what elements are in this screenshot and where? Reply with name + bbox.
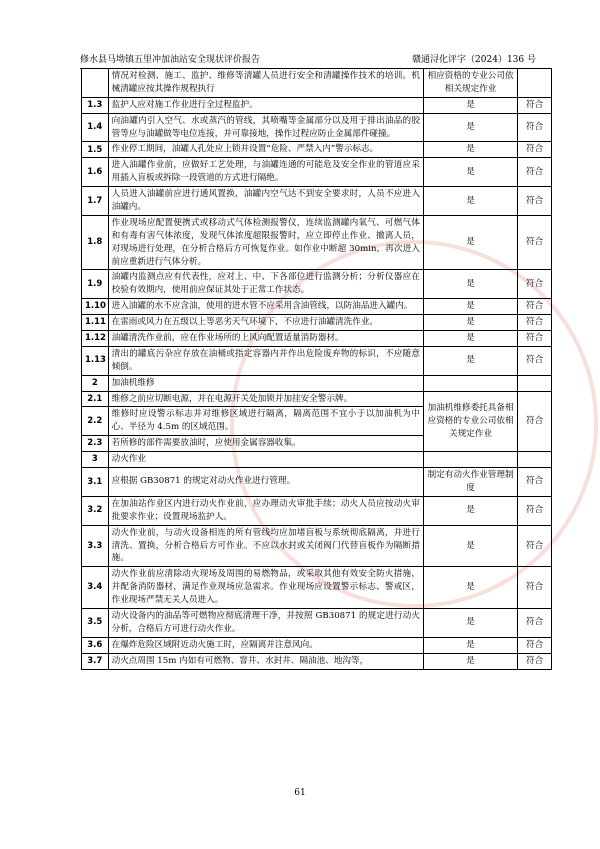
item-content: 向油罐内引入空气、水或蒸汽的管线，其喷嘴等金属部分以及用于排出油品的胶管等应与油罐做等电位连接，并可靠接地，操作过程应防止金属部件碰撞。 xyxy=(108,113,423,142)
check-result: 符合 xyxy=(518,215,552,270)
item-content: 在雷雨或风力在五级以上等恶劣天气环境下，不应进行油罐清洗作业。 xyxy=(108,315,423,331)
item-content: 动火作业前应清除动火现场及周围的易燃物品，或采取其他有效安全防火措施，并配备消防器材，满足作业现场应急需求。作业现场应设置警示标志、警戒区，作业现场严禁无关人员进入。 xyxy=(108,567,423,609)
item-content: 作业现场应配置便携式或移动式气体检测报警仪，连续监测罐内氧气、可燃气体和有毒有害气体浓度，发现气体浓度超限报警时，应立即停止作业、撤离人员，对现场进行处理，在分析合格后方可恢复作业。如作业中断超 30min，再次进入前应重新进行气体分析。 xyxy=(108,215,423,270)
page-header xyxy=(80,52,536,69)
table-row xyxy=(82,346,552,375)
table-row xyxy=(82,270,552,299)
item-content: 动火作业前，与动火设备相连的所有管线均应加堵盲板与系统彻底隔离，并进行清洗、置换，分析合格后方可作业。不应以水封或关闭阀门代替盲板作为隔断措施。 xyxy=(108,525,423,567)
check-method: 是 xyxy=(423,158,517,187)
check-result: 符合 xyxy=(518,637,552,653)
item-number: 2.2 xyxy=(82,407,109,436)
check-result: 符合 xyxy=(518,468,552,497)
table-row xyxy=(82,567,552,609)
check-result: 符合 xyxy=(518,187,552,216)
header-report-number: 赣通浔化评字（2024）136 号 xyxy=(412,55,536,65)
item-number: 1.3 xyxy=(82,97,109,113)
item-number: 2 xyxy=(82,375,109,391)
check-result: 符合 xyxy=(518,331,552,347)
check-method: 是 xyxy=(423,653,517,669)
check-method: 是 xyxy=(423,315,517,331)
table-row xyxy=(82,158,552,187)
item-content: 监护人应对施工作业进行全过程监护。 xyxy=(108,97,423,113)
check-result: 符合 xyxy=(518,299,552,315)
check-result: 符合 xyxy=(518,391,552,452)
item-content: 在加油站作业区内进行动火作业前，应办理动火审批手续；动火人员应按动火审批要求作业；设置现场监护人。 xyxy=(108,496,423,525)
item-content: 若所修的部件需要放油时，应使用金属容器收集。 xyxy=(108,436,423,452)
check-method: 相应资格的专业公司依相关规定作业 xyxy=(423,69,517,98)
item-number: 1.11 xyxy=(82,315,109,331)
item-number: 3.4 xyxy=(82,567,109,609)
check-method: 制定有动火作业管理制度 xyxy=(423,468,517,497)
table-row xyxy=(82,113,552,142)
check-method: 加油机维修委托具备相应资格的专业公司依相关规定作业 xyxy=(423,391,517,452)
check-method: 是 xyxy=(423,97,517,113)
item-content: 清出的罐底污杂应存放在油桶或指定容器内并作出危险废弃物的标识，不应随意倾倒。 xyxy=(108,346,423,375)
table-row xyxy=(82,142,552,158)
item-content: 动火点周围 15m 内如有可燃物、窨井、水封井、隔油池、地沟等， xyxy=(108,653,423,669)
item-number: 1.13 xyxy=(82,346,109,375)
item-number: 1.4 xyxy=(82,113,109,142)
item-number: 1.8 xyxy=(82,215,109,270)
check-result: 符合 xyxy=(518,142,552,158)
table-row xyxy=(82,653,552,669)
item-number: 3 xyxy=(82,452,109,468)
check-method: 是 xyxy=(423,525,517,567)
check-method: 是 xyxy=(423,142,517,158)
item-content: 在爆炸危险区域附近动火施工时，应隔离并注意风向。 xyxy=(108,637,423,653)
check-result: 符合 xyxy=(518,653,552,669)
item-number: 1.9 xyxy=(82,270,109,299)
table-row xyxy=(82,391,552,407)
item-number: 3.3 xyxy=(82,525,109,567)
check-method: 是 xyxy=(423,637,517,653)
table-row xyxy=(82,468,552,497)
check-method: 是 xyxy=(423,270,517,299)
check-result: 符合 xyxy=(518,496,552,525)
check-method: 是 xyxy=(423,215,517,270)
item-number: 2.3 xyxy=(82,436,109,452)
check-method: 是 xyxy=(423,299,517,315)
item-content: 作业停工期间，油罐人孔处应上锁并设置“危险、严禁入内”警示标志。 xyxy=(108,142,423,158)
item-number: 1.12 xyxy=(82,331,109,347)
item-number: 3.6 xyxy=(82,637,109,653)
check-result: 符合 xyxy=(518,270,552,299)
check-result: 符合 xyxy=(518,608,552,637)
table-row xyxy=(82,525,552,567)
item-content: 人员进入油罐前应进行通风置换，油罐内空气达不到安全要求时，人员不应进入油罐内。 xyxy=(108,187,423,216)
header-report-title: 修水县马坳镇五里冲加油站安全现状评价报告 xyxy=(80,55,261,65)
table-row xyxy=(82,331,552,347)
inspection-table xyxy=(81,68,552,670)
check-result: 符合 xyxy=(518,525,552,567)
item-content: 加油机维修 xyxy=(108,375,423,391)
item-number: 3.7 xyxy=(82,653,109,669)
item-number: 3.1 xyxy=(82,468,109,497)
table-row xyxy=(82,315,552,331)
check-method: 是 xyxy=(423,496,517,525)
check-method: 是 xyxy=(423,331,517,347)
check-method xyxy=(423,375,517,391)
item-number: 1.7 xyxy=(82,187,109,216)
item-content: 油罐内监测点应有代表性，应对上、中、下各部位进行监测分析；分析仪器应在校验有效期内，使用前应保证其处于正常工作状态。 xyxy=(108,270,423,299)
check-result: 符合 xyxy=(518,315,552,331)
item-content: 动火设备内的油品等可燃物应彻底清理干净，并按照 GB30871 的规定进行动火分析，合格后方可进行动火作业。 xyxy=(108,608,423,637)
check-method: 是 xyxy=(423,113,517,142)
item-content: 应根据 GB30871 的规定对动火作业进行管理。 xyxy=(108,468,423,497)
table-row xyxy=(82,299,552,315)
item-number: 1.5 xyxy=(82,142,109,158)
item-content: 油罐清洗作业前，应在作业场所的上风向配置适量消防器材。 xyxy=(108,331,423,347)
check-result: 符合 xyxy=(518,567,552,609)
table-row xyxy=(82,608,552,637)
check-method: 是 xyxy=(423,187,517,216)
item-number: 2.1 xyxy=(82,391,109,407)
item-number: 3.5 xyxy=(82,608,109,637)
check-method: 是 xyxy=(423,567,517,609)
check-result: 符合 xyxy=(518,346,552,375)
table-row xyxy=(82,69,552,98)
item-number: 3.2 xyxy=(82,496,109,525)
item-content: 维修之前应切断电源，并在电源开关处加锁并加挂安全警示牌。 xyxy=(108,391,423,407)
item-number: 1.10 xyxy=(82,299,109,315)
table-row xyxy=(82,215,552,270)
check-method: 是 xyxy=(423,346,517,375)
check-method: 是 xyxy=(423,608,517,637)
table-row xyxy=(82,187,552,216)
table-row xyxy=(82,97,552,113)
item-number: 1.6 xyxy=(82,158,109,187)
item-content: 进入油罐的水不应含油，使用的进水管不应采用含油管线，以防油品进入罐内。 xyxy=(108,299,423,315)
item-content: 维修时应设警示标志并对维修区域进行隔离，隔离范围不宜小于以加油机为中心、半径为 4.5m 的区域范围。 xyxy=(108,407,423,436)
item-number xyxy=(82,69,109,98)
page-number: 61 xyxy=(294,788,306,798)
check-method xyxy=(423,452,517,468)
table-row xyxy=(82,637,552,653)
item-content: 动火作业 xyxy=(108,452,423,468)
check-result xyxy=(518,69,552,98)
check-result xyxy=(518,452,552,468)
table-section-row xyxy=(82,375,552,391)
check-result: 符合 xyxy=(518,97,552,113)
item-content: 进入油罐作业前，应做好工艺处理，与油罐连通的可能危及安全作业的管道应采用插入盲板或拆除一段管道的方式进行隔绝。 xyxy=(108,158,423,187)
item-content: 情况对检测、施工、监护、维修等清罐人员进行安全和清罐操作技术的培训。机械清罐应按其操作规程执行 xyxy=(108,69,423,98)
check-result: 符合 xyxy=(518,158,552,187)
check-result xyxy=(518,375,552,391)
table-row xyxy=(82,496,552,525)
check-result: 符合 xyxy=(518,113,552,142)
table-section-row xyxy=(82,452,552,468)
